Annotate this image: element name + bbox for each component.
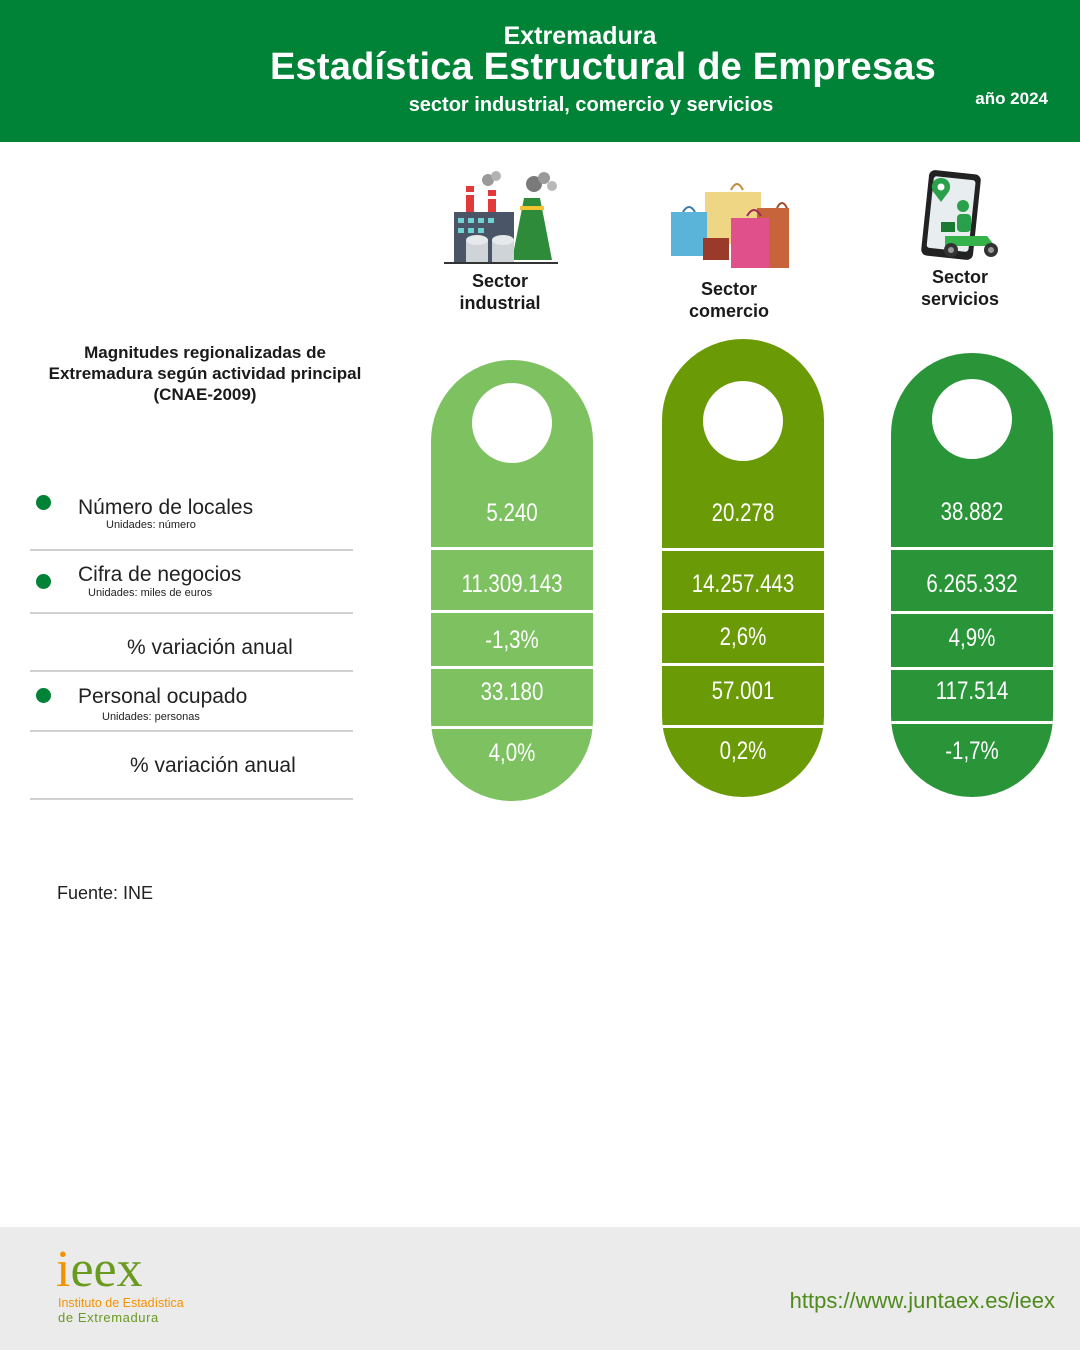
metric-personal-name: Personal ocupado <box>78 685 248 708</box>
value-industrial-personal: 33.180 <box>480 678 544 706</box>
ieex-logo <box>56 1241 143 1298</box>
value-industrial-cifra: 11.309.143 <box>461 570 563 598</box>
sector-label-line: Sector <box>471 271 529 291</box>
pill-divider <box>662 610 824 613</box>
value-industrial-locales: 5.240 <box>486 499 538 527</box>
value-comercio-cifra-var: 2,6% <box>719 623 767 651</box>
value-servicios-locales: 38.882 <box>940 498 1004 526</box>
pill-hole <box>703 381 783 461</box>
intro-line: Magnitudes regionalizadas de <box>84 343 326 362</box>
row-divider <box>30 549 353 551</box>
value-servicios-cifra: 6.265.332 <box>926 570 1018 598</box>
intro-line: (CNAE-2009) <box>153 385 257 404</box>
metric-personal-unit: Unidades: personas <box>102 711 200 723</box>
website-link[interactable]: https://www.juntaex.es/ieex <box>789 1288 1055 1313</box>
shopping-bags-icon <box>667 178 791 274</box>
pill-divider <box>662 548 824 551</box>
page-title: Estadística Estructural de Empresas <box>270 46 936 88</box>
source-note: Fuente: INE <box>57 883 154 903</box>
factory-icon <box>440 168 560 266</box>
logo-letter-i: i <box>56 1241 71 1298</box>
metric-personal-var-name: % variación anual <box>130 754 296 777</box>
sector-head-comercio <box>639 178 819 322</box>
pill-divider <box>431 610 593 613</box>
row-divider <box>30 670 353 672</box>
sector-label-comercio <box>639 278 819 322</box>
bullet-locales <box>36 495 51 510</box>
pill-divider <box>891 667 1053 670</box>
sector-head-industrial <box>410 168 590 314</box>
sector-label-servicios <box>870 266 1050 310</box>
value-servicios-personal: 117.514 <box>935 677 1009 705</box>
logo-letters-eex: eex <box>70 1241 143 1298</box>
intro-line: Extremadura según actividad principal <box>48 364 362 383</box>
pill-divider <box>431 666 593 669</box>
pill-hole <box>932 379 1012 459</box>
pill-divider <box>662 725 824 728</box>
header-region: Extremadura <box>503 22 657 50</box>
pill-divider <box>431 547 593 550</box>
sector-label-industrial <box>410 270 590 314</box>
pill-divider <box>431 726 593 729</box>
pill-industrial <box>431 360 593 801</box>
pill-servicios <box>891 353 1053 797</box>
value-comercio-locales: 20.278 <box>711 499 775 527</box>
row-divider <box>30 798 353 800</box>
sector-label-line: industrial <box>459 293 541 313</box>
sector-label-line: comercio <box>688 301 770 321</box>
row-divider <box>30 730 353 732</box>
sector-label-line: Sector <box>931 267 989 287</box>
metric-cifra-var-name: % variación anual <box>127 636 293 659</box>
value-servicios-personal-var: -1,7% <box>945 737 999 765</box>
pill-divider <box>891 611 1053 614</box>
year-label: año 2024 <box>975 89 1048 108</box>
sector-head-servicios <box>870 170 1050 310</box>
value-comercio-personal: 57.001 <box>711 677 775 705</box>
metric-cifra-name: Cifra de negocios <box>78 563 242 586</box>
pill-divider <box>662 663 824 666</box>
delivery-phone-icon <box>915 170 1005 262</box>
pill-comercio <box>662 339 824 797</box>
logo-caption-line2: de Extremadura <box>58 1310 159 1325</box>
value-comercio-cifra: 14.257.443 <box>691 570 795 598</box>
pill-hole <box>472 383 552 463</box>
bullet-cifra <box>36 574 51 589</box>
value-industrial-personal-var: 4,0% <box>488 739 536 767</box>
row-divider <box>30 612 353 614</box>
metric-locales-name: Número de locales <box>78 496 254 519</box>
table-intro <box>30 342 380 405</box>
bullet-personal <box>36 688 51 703</box>
value-industrial-cifra-var: -1,3% <box>485 626 539 654</box>
header-banner <box>0 0 1080 142</box>
value-servicios-cifra-var: 4,9% <box>948 624 996 652</box>
sector-label-line: Sector <box>700 279 758 299</box>
sector-label-line: servicios <box>920 289 1000 309</box>
metric-cifra-unit: Unidades: miles de euros <box>88 587 213 599</box>
page-subtitle: sector industrial, comercio y servicios <box>408 94 774 116</box>
pill-divider <box>891 721 1053 724</box>
pill-divider <box>891 547 1053 550</box>
logo-caption-line1: Instituto de Estadística <box>58 1296 184 1310</box>
metric-locales-unit: Unidades: número <box>106 519 196 531</box>
value-comercio-personal-var: 0,2% <box>719 737 767 765</box>
